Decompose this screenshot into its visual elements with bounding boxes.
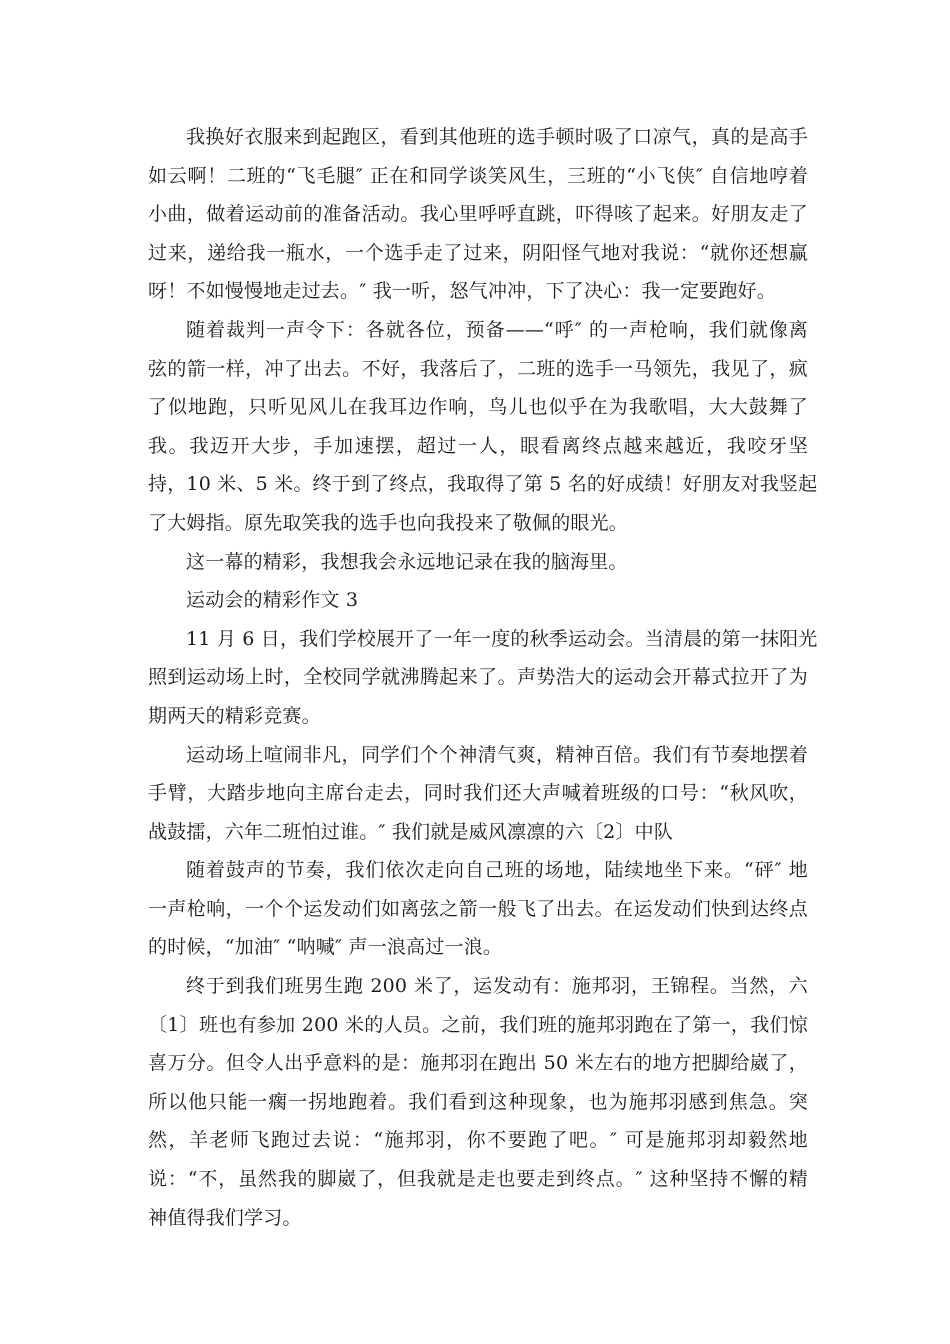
text-line: 如云啊！二班的“飞毛腿″ 正在和同学谈笑风生，三班的“小飞侠″ 自信地哼着 [148, 164, 808, 187]
text-line: 弦的箭一样，冲了出去。不好，我落后了，二班的选手一马领先，我见了，疯 [148, 357, 808, 380]
paragraph-2 [148, 311, 818, 543]
text-line: 的时候，“加油″ “呐喊″ 声一浪高过一浪。 [148, 936, 503, 959]
text-line: 小曲，做着运动前的准备活动。我心里呼呼直跳，吓得咳了起来。好朋友走了 [148, 203, 808, 226]
text-line: 我换好衣服来到起跑区，看到其他班的选手顿时吸了口凉气，真的是高手 [186, 126, 808, 148]
text-line: 喜万分。但令人出乎意料的是：施邦羽在跑出 50 米左右的地方把脚给崴了， [148, 1052, 808, 1075]
text-line: 11 月 6 日，我们学校展开了一年一度的秋季运动会。当清晨的第一抹阳光 [186, 627, 818, 650]
text-line: 呀！不如慢慢地走过去。″ 我一听，怒气冲冲，下了决心：我一定要跑好。 [148, 280, 776, 303]
text-line: 一声枪响，一个个运发动们如离弦之箭一般飞了出去。在运发动们快到达终点 [148, 897, 808, 920]
paragraph-3 [148, 543, 808, 582]
text-line: 持，10 米、5 米。终于到了终点，我取得了第 5 名的好成绩！好朋友对我竖起 [148, 473, 818, 496]
paragraph-8 [148, 967, 808, 1237]
heading-line: 运动会的精彩作文 3 [186, 589, 359, 612]
text-line: 过来，递给我一瓶水，一个选手走了过来，阴阳怪气地对我说：“就你还想赢 [148, 241, 808, 264]
text-line: 然，羊老师飞跑过去说：“施邦羽，你不要跑了吧。″ 可是施邦羽却毅然地 [148, 1129, 808, 1152]
text-line: 终于到我们班男生跑 200 米了，运发动有：施邦羽，王锦程。当然，六 [186, 975, 808, 998]
text-line: 这一幕的精彩，我想我会永远地记录在我的脑海里。 [186, 550, 628, 573]
text-line: 运动场上喧闹非凡，同学们个个神清气爽，精神百倍。我们有节奏地摆着 [186, 743, 808, 766]
text-line: 了似地跑，只听见风儿在我耳边作响，鸟儿也似乎在为我歌唱，大大鼓舞了 [148, 396, 808, 419]
paragraph-1 [148, 118, 808, 311]
text-line: 战鼓擂，六年二班怕过谁。″ 我们就是威风凛凛的六〔2〕中队 [148, 820, 674, 843]
text-line: 我。我迈开大步，手加速摆，超过一人，眼看离终点越来越近，我咬牙坚 [148, 434, 808, 457]
text-line: 说：“不，虽然我的脚崴了，但我就是走也要走到终点。″ 这种坚持不懈的精 [148, 1168, 808, 1191]
section-heading [148, 581, 808, 620]
document-page [148, 118, 818, 1237]
text-line: 期两天的精彩竞赛。 [148, 704, 321, 727]
paragraph-7 [148, 851, 808, 967]
text-line: 〔1〕班也有参加 200 米的人员。之前，我们班的施邦羽跑在了第一，我们惊 [148, 1013, 808, 1036]
text-line: 手臂，大踏步地向主席台走去，同时我们还大声喊着班级的口号：“秋风吹， [148, 782, 808, 805]
text-line: 随着鼓声的节奏，我们依次走向自己班的场地，陆续地坐下来。“砰″ 地 [186, 859, 808, 882]
text-line: 所以他只能一瘸一拐地跑着。我们看到这种现象，也为施邦羽感到焦急。突 [148, 1090, 808, 1113]
paragraph-6 [148, 736, 808, 852]
text-line: 了大姆指。原先取笑我的选手也向我投来了敬佩的眼光。 [148, 511, 629, 534]
text-line: 神值得我们学习。 [148, 1206, 302, 1229]
paragraph-5 [148, 620, 818, 736]
text-line: 随着裁判一声令下：各就各位，预备——“呼″ 的一声枪响，我们就像离 [186, 318, 808, 341]
text-line: 照到运动场上时，全校同学就沸腾起来了。声势浩大的运动会开幕式拉开了为 [148, 666, 808, 689]
